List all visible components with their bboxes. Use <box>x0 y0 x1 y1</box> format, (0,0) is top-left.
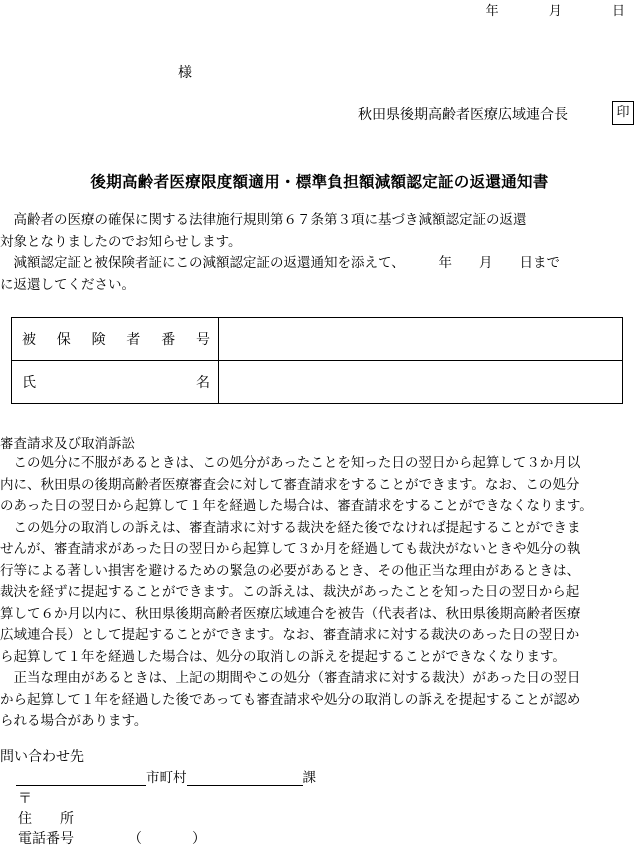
appeal-line: られる場合があります。 <box>0 713 148 729</box>
appeal-line: ら起算して１年を経過した場合は、処分の取消しの訴えを提起することができなくなります。 <box>0 648 566 665</box>
label-char: 氏 <box>22 375 36 391</box>
appeal-line: 行等による著しい損害を避けるための緊急の必要があるとき、その他正当な理由があるときは、 <box>0 562 580 579</box>
issuer-name: 秋田県後期高齢者医療広域連合長 <box>358 107 568 123</box>
intro-line: 減額認定証と被保険者証にこの減額認定証の返還通知を添えて、 年 月 日まで <box>0 255 560 271</box>
document-title: 後期高齢者医療限度額適用・標準負担額減額認定証の返還通知書 <box>90 173 549 191</box>
appeal-line: 正当な理由があるときは、上記の期間やこの処分（審査請求に対する裁決）があった日の翌日 <box>0 670 581 686</box>
appeal-line: から起算して１年を経過した後であっても審査請求や処分の取消しの訴えを提起することが認め <box>0 691 581 708</box>
name-label <box>12 361 219 404</box>
appeal-paragraphs <box>0 453 639 733</box>
appeal-line: 内に、秋田県の後期高齢者医療審査会に対して審査請求をすることができます。なお、この処分 <box>0 476 580 493</box>
paren-close: ） <box>192 831 206 847</box>
address-label: 住 所 <box>18 811 74 827</box>
seal-mark: 印 <box>612 101 634 125</box>
section-label: 課 <box>302 770 316 786</box>
appeal-line: 広域連合長）として提起することができます。なお、審査請求に対する裁決のあった日の翌日か <box>0 627 580 643</box>
appeal-line: せんが、審査請求があった日の翌日から起算して３か月を経過しても裁決がないときや処分の執 <box>0 541 581 557</box>
label-char: 者 <box>126 332 141 348</box>
date-day: 日 <box>611 4 625 19</box>
appeal-section-title: 審査請求及び取消訴訟 <box>0 436 135 452</box>
postal-mark: 〒 <box>18 791 32 807</box>
city-blank[interactable] <box>16 771 146 786</box>
insured-number-label <box>12 318 219 361</box>
appeal-line: のあった日の翌日から起算して１年を経過した場合は、審査請求をすることができなくなります。 <box>0 498 593 514</box>
contact-title: 問い合わせ先 <box>0 749 84 765</box>
intro-line: 高齢者の医療の確保に関する法律施行規則第６７条第３項に基づき減額認定証の返還 <box>0 212 527 228</box>
department-line <box>16 766 316 786</box>
label-char: 被 <box>22 332 36 348</box>
date-month: 月 <box>548 4 562 19</box>
insured-info-table <box>11 317 623 404</box>
label-char: 険 <box>91 332 106 348</box>
label-char: 番 <box>161 332 176 348</box>
phone-line <box>18 828 206 848</box>
phone-label: 電話番号 <box>18 831 74 847</box>
city-label: 市町村 <box>146 770 187 786</box>
section-blank[interactable] <box>187 771 303 786</box>
intro-line: に返還してください。 <box>0 276 135 293</box>
addressee: 様 <box>178 65 192 81</box>
name-field[interactable] <box>219 361 623 404</box>
paren-open: （ <box>128 831 142 847</box>
table-row <box>12 318 623 361</box>
intro-line: 対象となりましたのでお知らせします。 <box>0 233 242 250</box>
label-char: 号 <box>195 332 210 348</box>
appeal-line: 算して６か月以内に、秋田県後期高齢者医療広域連合を被告（代表者は、秋田県後期高齢者医療 <box>0 605 581 622</box>
appeal-line: この処分の取消しの訴えは、審査請求に対する裁決を経た後でなければ提起することができま <box>0 519 581 536</box>
date-year: 年 <box>485 4 499 19</box>
table-row <box>12 361 623 404</box>
appeal-line: この処分に不服があるときは、この処分があったことを知った日の翌日から起算して３か月以 <box>0 455 581 471</box>
intro-paragraphs <box>0 210 639 296</box>
date-line <box>486 0 625 19</box>
label-char: 名 <box>196 375 210 391</box>
insured-number-field[interactable] <box>219 318 623 361</box>
label-char: 保 <box>56 332 71 348</box>
appeal-line: 裁決を経ずに提起することができます。この訴えは、裁決があったことを知った日の翌日から起 <box>0 584 580 600</box>
